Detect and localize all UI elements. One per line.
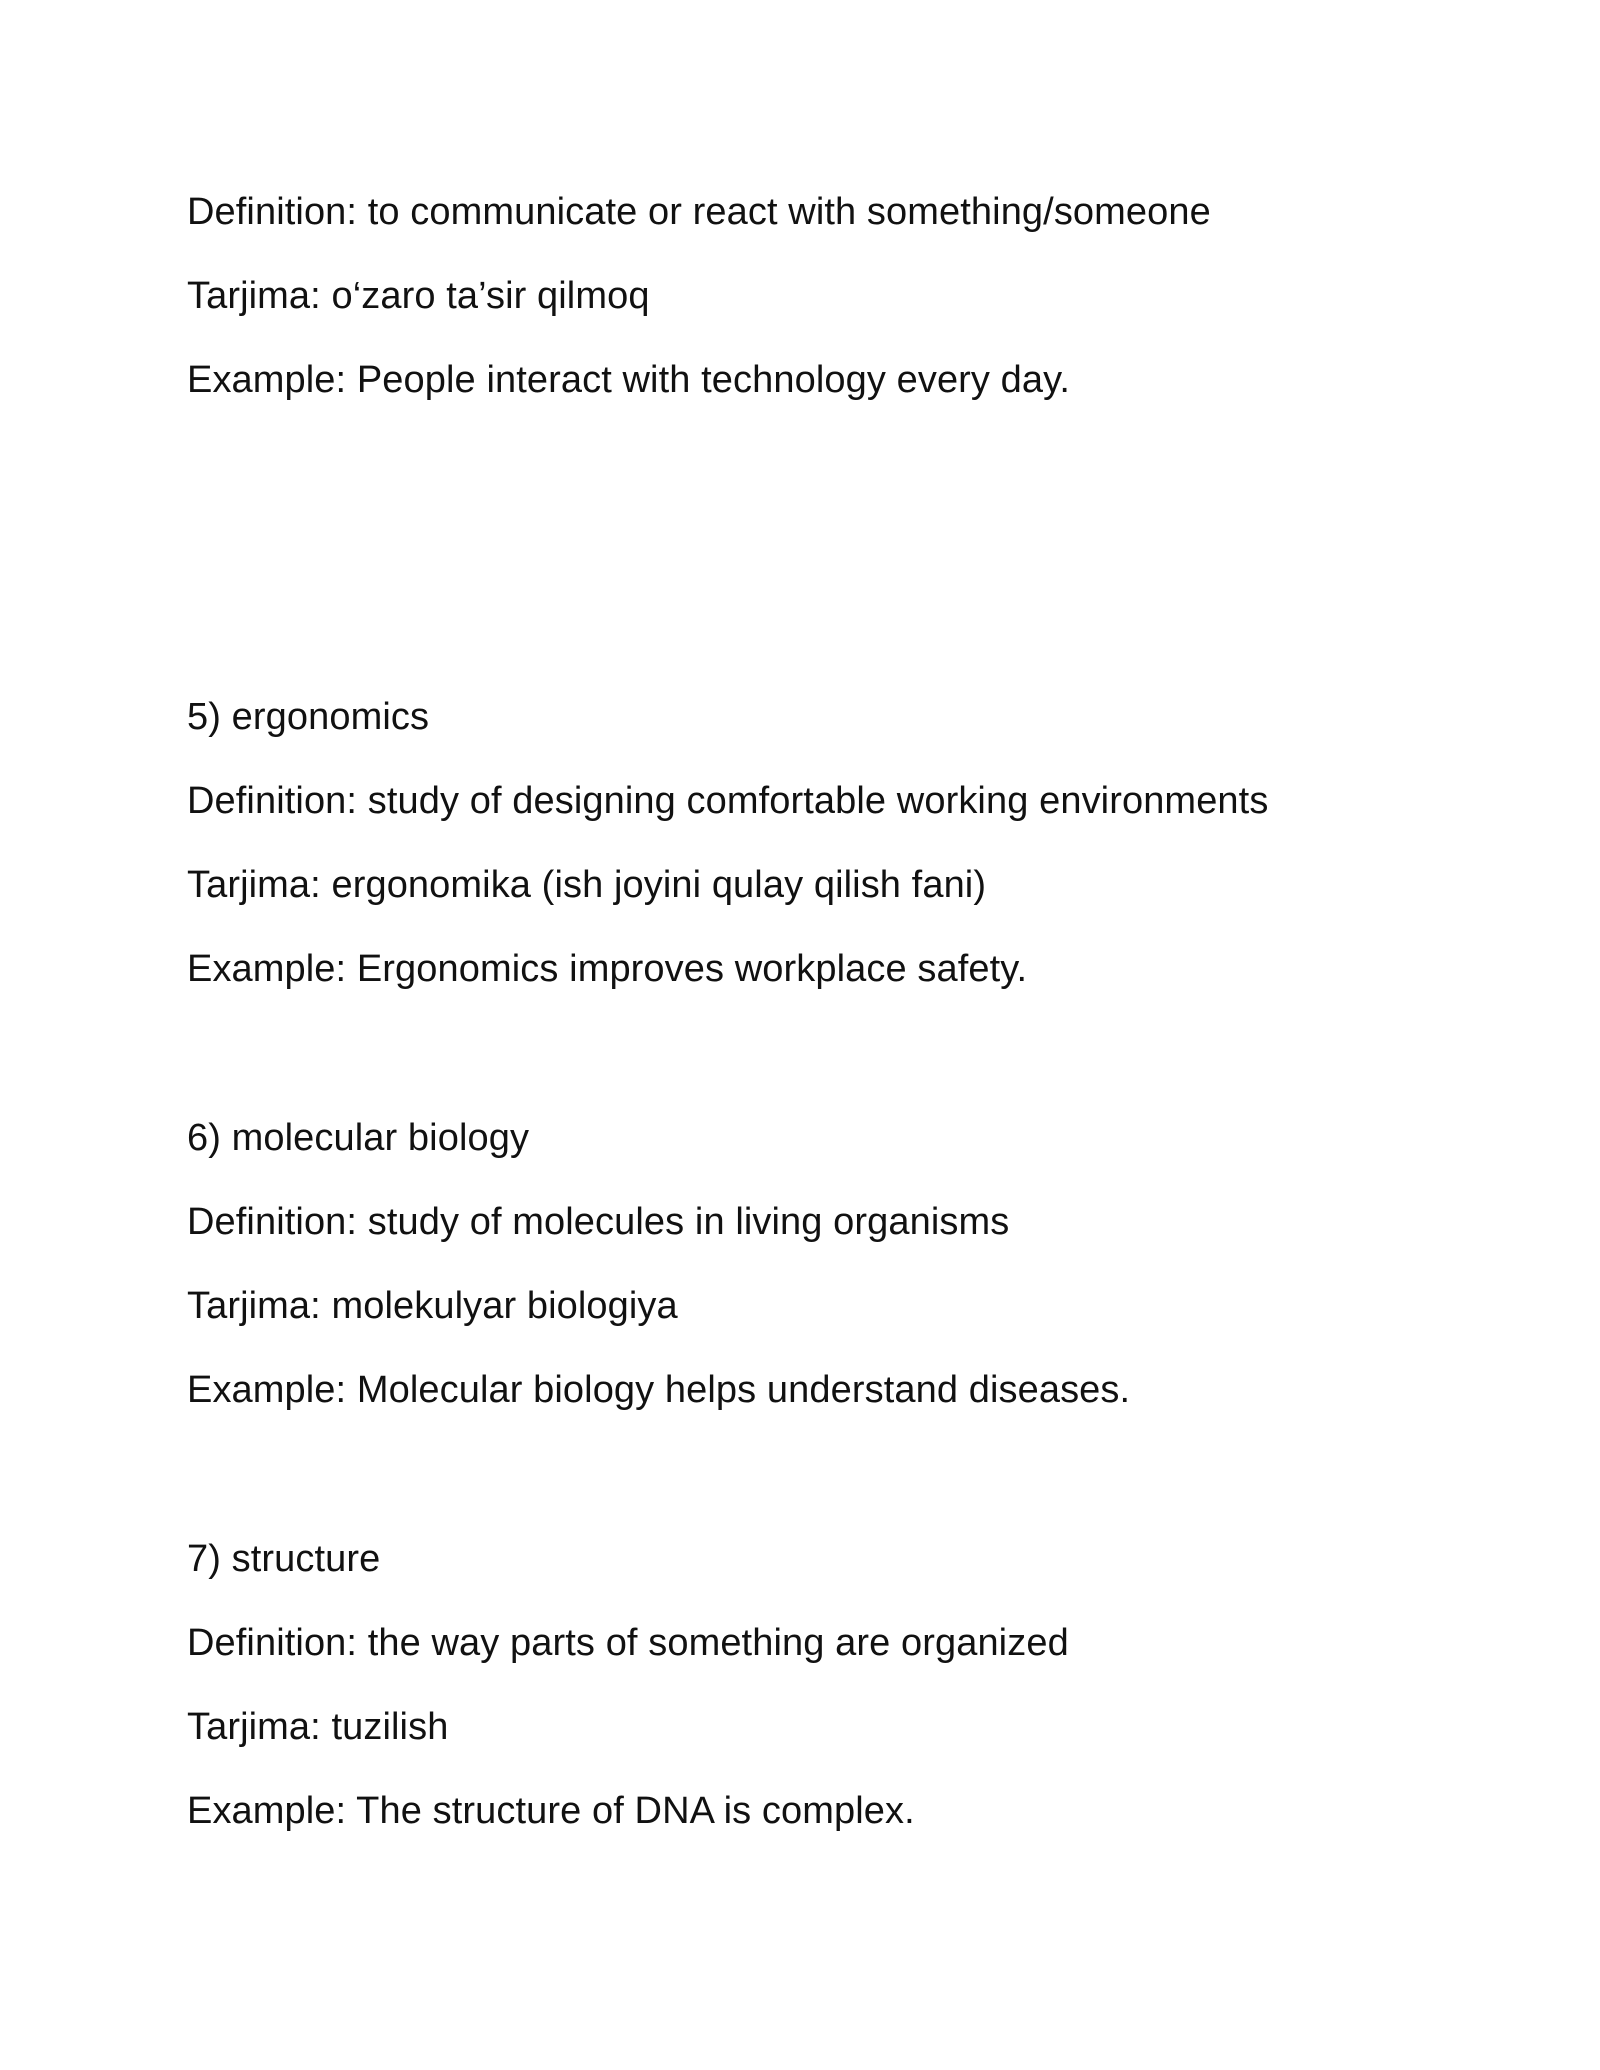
entry-5-translation: Tarjima: ergonomika (ish joyini qulay qilish fani) xyxy=(187,864,987,906)
entry-4-example: Example: People interact with technology every day. xyxy=(187,359,1071,401)
entry-6-definition: Definition: study of molecules in living organisms xyxy=(187,1201,1010,1243)
entry-7-translation: Tarjima: tuzilish xyxy=(187,1706,449,1748)
entry-6-heading: 6) molecular biology xyxy=(187,1117,530,1159)
entry-5-example: Example: Ergonomics improves workplace safety. xyxy=(187,948,1028,990)
entry-5-heading: 5) ergonomics xyxy=(187,696,430,738)
entry-4-definition: Definition: to communicate or react with something/someone xyxy=(187,191,1211,233)
entry-7-definition: Definition: the way parts of something are organized xyxy=(187,1622,1069,1664)
entry-6-example: Example: Molecular biology helps understand diseases. xyxy=(187,1369,1131,1411)
entry-7-heading: 7) structure xyxy=(187,1538,381,1580)
entry-6-translation: Tarjima: molekulyar biologiya xyxy=(187,1285,678,1327)
entry-5-definition: Definition: study of designing comfortable working environments xyxy=(187,780,1269,822)
entry-7-example: Example: The structure of DNA is complex. xyxy=(187,1790,915,1832)
entry-4-translation: Tarjima: o‘zaro ta’sir qilmoq xyxy=(187,275,650,317)
